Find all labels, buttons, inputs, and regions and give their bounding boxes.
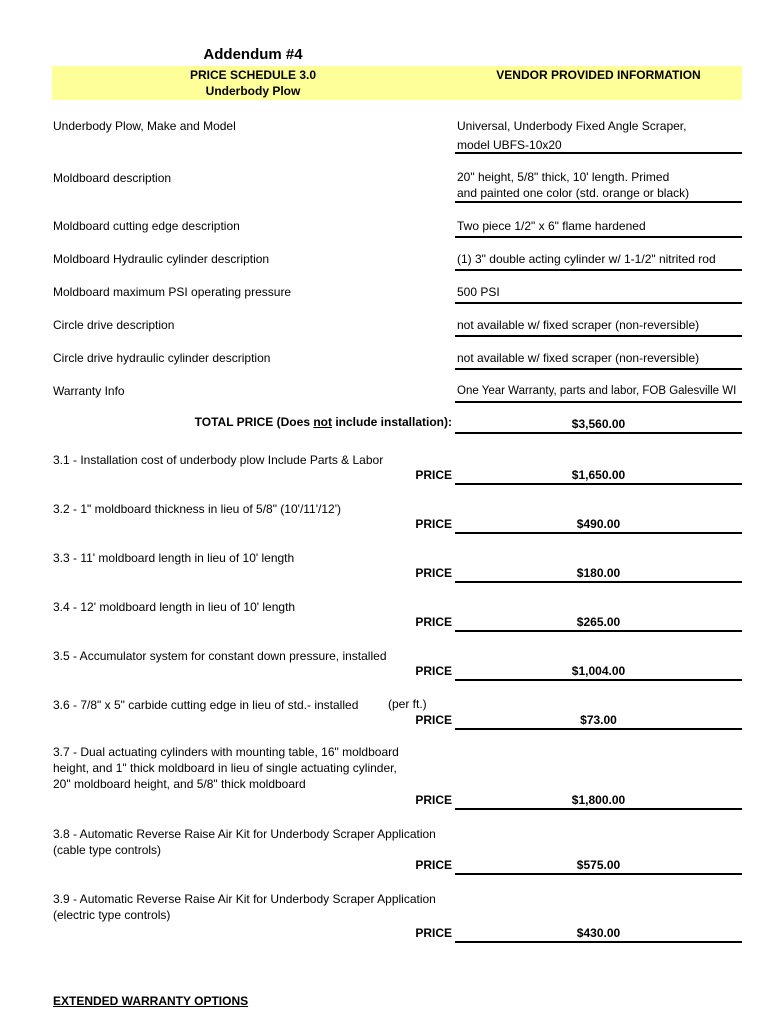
- total-price-label: [0, 415, 452, 429]
- value-underline: [455, 401, 742, 403]
- schedule-subtitle: Underbody Plow: [205, 84, 301, 98]
- per-foot-note: (per ft.): [388, 697, 427, 711]
- value-underline: [455, 368, 742, 370]
- option-price: $265.00: [576, 615, 621, 629]
- spec-value: (1) 3" double acting cylinder w/ 1-1/2" nitrited rod: [457, 252, 716, 266]
- spec-value: Two piece 1/2" x 6" flame hardened: [457, 219, 646, 233]
- spec-label: Warranty Info: [53, 384, 125, 398]
- option-price: $1,800.00: [571, 793, 626, 807]
- option-price: $1,004.00: [571, 664, 626, 678]
- spec-value: not available w/ fixed scraper (non-reversible): [457, 351, 700, 365]
- total-price-value: $3,560.00: [571, 417, 626, 431]
- spec-value: [457, 118, 741, 153]
- option-description: 3.4 - 12' moldboard length in lieu of 10' length: [53, 600, 296, 614]
- option-description: [53, 744, 473, 792]
- spec-value-line: and painted one color (std. orange or black): [457, 186, 690, 200]
- option-price: $180.00: [576, 566, 621, 580]
- vendor-heading: VENDOR PROVIDED INFORMATION: [496, 68, 701, 82]
- option-description: [53, 826, 473, 858]
- spec-value-line: model UBFS-10x20: [457, 138, 562, 152]
- price-label: PRICE: [415, 566, 452, 580]
- value-underline: [455, 679, 742, 681]
- value-underline: [455, 335, 742, 337]
- value-underline: [455, 728, 742, 730]
- value-underline: [455, 941, 742, 943]
- total-label-text: include installation):: [331, 415, 452, 429]
- spec-label: Moldboard description: [53, 171, 172, 185]
- price-label: PRICE: [415, 858, 452, 872]
- option-description-line: 3.8 - Automatic Reverse Raise Air Kit for Underbody Scraper Application: [53, 827, 436, 841]
- spec-label: Circle drive description: [53, 318, 175, 332]
- price-label: PRICE: [415, 517, 452, 531]
- price-label: PRICE: [415, 713, 452, 727]
- option-description: 3.1 - Installation cost of underbody plow Include Parts & Labor: [53, 453, 384, 467]
- option-description: 3.2 - 1" moldboard thickness in lieu of 5/8" (10'/11'/12'): [53, 502, 341, 516]
- value-underline: [455, 532, 742, 534]
- option-price: $490.00: [576, 517, 621, 531]
- schedule-title: PRICE SCHEDULE 3.0: [189, 68, 317, 82]
- option-description: 3.5 - Accumulator system for constant down pressure, installed: [53, 649, 387, 663]
- option-description-line: (cable type controls): [53, 843, 162, 857]
- schedule-heading: [0, 67, 506, 99]
- option-price: $430.00: [576, 926, 621, 940]
- value-underline: [455, 581, 742, 583]
- spec-label: Underbody Plow, Make and Model: [53, 119, 236, 133]
- value-underline: [455, 201, 742, 203]
- value-underline: [455, 152, 742, 154]
- option-description-line: height, and 1" thick moldboard in lieu of single actuating cylinder,: [53, 761, 397, 775]
- option-description: [53, 891, 473, 923]
- spec-value-line: Universal, Underbody Fixed Angle Scraper,: [457, 119, 687, 133]
- total-label-not: not: [313, 415, 332, 429]
- spec-label: Moldboard maximum PSI operating pressure: [53, 285, 292, 299]
- price-label: PRICE: [415, 793, 452, 807]
- spec-value: 500 PSI: [457, 285, 500, 299]
- spec-value-line: 20" height, 5/8" thick, 10' length. Primed: [457, 170, 670, 184]
- value-underline: [455, 483, 742, 485]
- extended-warranty-heading: EXTENDED WARRANTY OPTIONS: [53, 994, 249, 1008]
- option-description-line: 3.9 - Automatic Reverse Raise Air Kit for Underbody Scraper Application: [53, 892, 436, 906]
- value-underline: [455, 302, 742, 304]
- spec-label: Circle drive hydraulic cylinder description: [53, 351, 271, 365]
- option-price: $575.00: [576, 858, 621, 872]
- price-label: PRICE: [415, 926, 452, 940]
- document-title: Addendum #4: [203, 46, 303, 63]
- value-underline: [455, 630, 742, 632]
- value-underline: [455, 236, 742, 238]
- value-underline: [455, 269, 742, 271]
- spec-label: Moldboard Hydraulic cylinder description: [53, 252, 270, 266]
- spec-value: One Year Warranty, parts and labor, FOB Galesville WI: [457, 385, 737, 397]
- price-label: PRICE: [415, 664, 452, 678]
- value-underline: [455, 808, 742, 810]
- price-label: PRICE: [415, 468, 452, 482]
- total-label-text: TOTAL PRICE (Does: [194, 415, 314, 429]
- option-price: $1,650.00: [571, 468, 626, 482]
- value-underline: [455, 432, 742, 434]
- option-price: $73.00: [580, 713, 617, 727]
- option-description-line: 20" moldboard height, and 5/8" thick moldboard: [53, 777, 306, 791]
- spec-label: Moldboard cutting edge description: [53, 219, 240, 233]
- option-description-line: (electric type controls): [53, 908, 171, 922]
- spec-value: not available w/ fixed scraper (non-reversible): [457, 318, 700, 332]
- option-description: 3.6 - 7/8" x 5" carbide cutting edge in lieu of std.- installed: [53, 698, 359, 712]
- option-description: 3.3 - 11' moldboard length in lieu of 10' length: [53, 551, 295, 565]
- spec-value: [457, 169, 741, 201]
- option-description-line: 3.7 - Dual actuating cylinders with mounting table, 16" moldboard: [53, 745, 399, 759]
- value-underline: [455, 873, 742, 875]
- price-label: PRICE: [415, 615, 452, 629]
